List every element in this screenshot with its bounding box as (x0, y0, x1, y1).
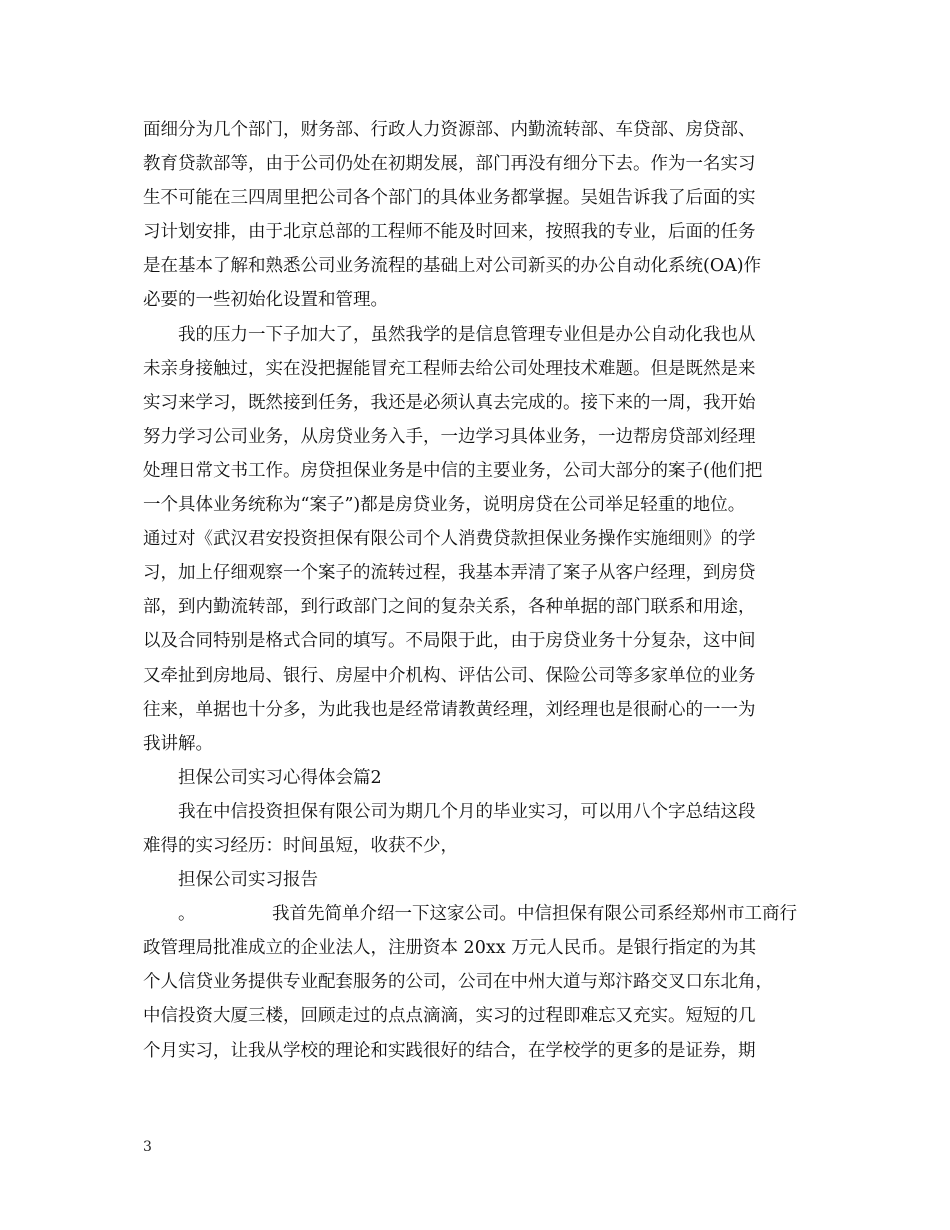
section-heading: 担保公司实习心得体会篇2 (178, 767, 382, 788)
page-number: 3 (143, 1139, 152, 1155)
text-line: 是在基本了解和熟悉公司业务流程的基础上对公司新买的办公自动化系统(OA)作 (143, 256, 762, 277)
text-line: 个月实习，让我从学校的理论和实践很好的结合，在学校学的更多的是证券，期 (143, 1040, 756, 1061)
text-line: 通过对《武汉君安投资担保有限公司个人消费贷款担保业务操作实施细则》的学 (143, 529, 756, 550)
text-line: 难得的实习经历：时间虽短，收获不少， (143, 835, 458, 856)
text-line: 政管理局批准成立的企业法人，注册资本 20xx 万元人民币。是银行指定的为其 (143, 938, 757, 959)
text-line: 必要的一些初始化设置和管理。 (143, 290, 388, 311)
text-line: 教育贷款部等，由于公司仍处在初期发展，部门再没有细分下去。作为一名实习 (143, 154, 756, 175)
text-line: 中信投资大厦三楼，回顾走过的点点滴滴，实习的过程即难忘又充实。短短的几 (143, 1006, 756, 1027)
text-line (143, 897, 813, 931)
text-line: 以及合同特别是格式合同的填写。不局限于此，由于房贷业务十分复杂，这中间 (143, 631, 756, 652)
text-line: 部，到内勤流转部，到行政部门之间的复杂关系，各种单据的部门联系和用途， (143, 597, 756, 618)
text-line: 未亲身接触过，实在没把握能冒充工程师去给公司处理技术难题。但是既然是来 (143, 358, 756, 379)
text-line: 努力学习公司业务，从房贷业务入手，一边学习具体业务，一边帮房贷部刘经理 (143, 426, 756, 447)
text-line: 我在中信投资担保有限公司为期几个月的毕业实习，可以用八个字总结这段 (178, 801, 756, 822)
text-line: 又牵扯到房地局、银行、房屋中介机构、评估公司、保险公司等多家单位的业务 (143, 665, 756, 686)
text-line: 面细分为几个部门，财务部、行政人力资源部、内勤流转部、车贷部、房贷部、 (143, 120, 756, 140)
section-heading: 担保公司实习报告 (178, 870, 318, 891)
punctuation-mark: 。 (178, 904, 196, 925)
text-run: 我首先简单介绍一下这家公司。中信担保有限公司系经郑州市工商行 (272, 904, 797, 925)
text-line: 我讲解。 (143, 733, 213, 754)
text-line: 个人信贷业务提供专业配套服务的公司，公司在中州大道与郑汴路交叉口东北角， (143, 972, 773, 993)
document-body (143, 113, 813, 1068)
text-line: 生不可能在三四周里把公司各个部门的具体业务都掌握。吴姐告诉我了后面的实 (143, 188, 756, 209)
text-line: 处理日常文书工作。房贷担保业务是中信的主要业务，公司大部分的案子(他们把 (143, 460, 763, 481)
text-line: 习，加上仔细观察一个案子的流转过程，我基本弄清了案子从客户经理，到房贷 (143, 563, 756, 584)
text-line: 我的压力一下子加大了，虽然我学的是信息管理专业但是办公自动化我也从 (178, 324, 756, 345)
text-line: 一个具体业务统称为“案子”)都是房贷业务，说明房贷在公司举足轻重的地位。 (143, 495, 746, 516)
text-line: 往来，单据也十分多，为此我也是经常请教黄经理，刘经理也是很耐心的一一为 (143, 699, 756, 720)
text-line: 习计划安排，由于北京总部的工程师不能及时回来，按照我的专业，后面的任务 (143, 222, 756, 243)
text-line: 实习来学习，既然接到任务，我还是必须认真去完成的。接下来的一周，我开始 (143, 392, 756, 413)
